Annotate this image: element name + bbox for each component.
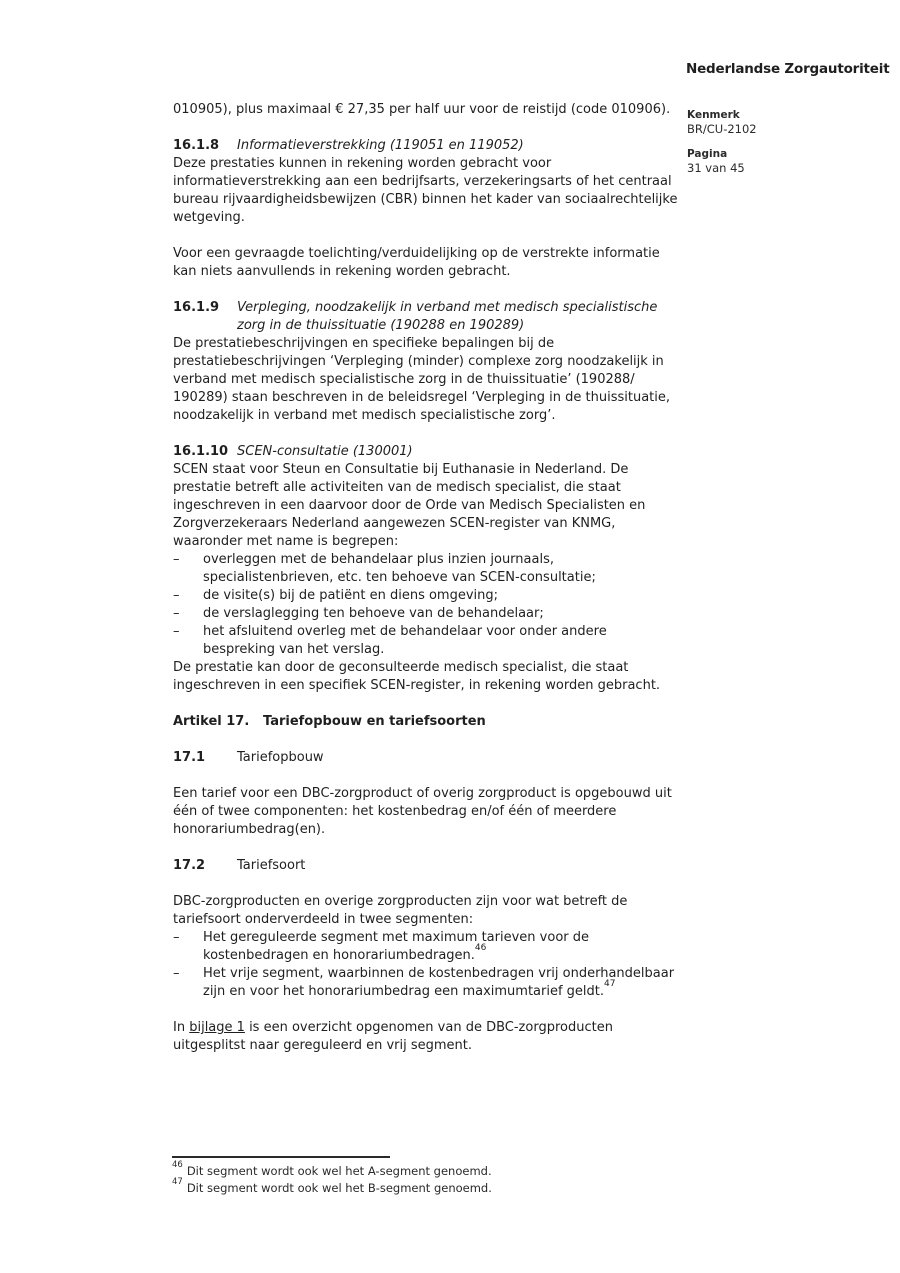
bullet-text: de verslaglegging ten behoeve van de behandelaar; xyxy=(203,606,544,621)
bullet-text xyxy=(203,929,678,965)
section-number: 16.1.8 xyxy=(173,138,220,153)
bullet-text xyxy=(203,965,678,1001)
paragraph: SCEN staat voor Steun en Consultatie bij Euthanasie in Nederland. De prestatie betreft alle activiteiten van de medisch specialist, die staat ingeschreven in een daarvoor door de Orde van Medisch Specialisten en Zorgverzekeraars Nederland aangewezen SCEN-register van KNMG, waaronder met name is begrepen: xyxy=(173,462,646,549)
bullet-text-body: Het vrije segment, waarbinnen de kostenbedragen vrij onderhandelbaar zijn en voor het honorariumbedrag een maximumtarief geldt. xyxy=(203,966,675,999)
bullet-text-body: Het gereguleerde segment met maximum tarieven voor de kostenbedragen en honorariumbedragen. xyxy=(203,930,589,963)
bijlage-1-link[interactable]: bijlage 1 xyxy=(189,1020,245,1035)
section-title: Tariefopbouw xyxy=(237,750,324,765)
section-16-1-10-heading xyxy=(173,443,678,461)
footnote-ref-47: 47 xyxy=(604,978,616,989)
section-number: 17.2 xyxy=(173,858,206,873)
section-title: Tariefsoort xyxy=(237,858,306,873)
content-column xyxy=(173,101,678,1073)
article-17-heading xyxy=(173,713,678,731)
section-16-1-9 xyxy=(173,299,678,425)
section-16-1-8 xyxy=(173,137,678,281)
footnote-rule xyxy=(172,1156,390,1158)
bullet-dash: – xyxy=(173,588,180,603)
footnote-item xyxy=(172,1177,677,1197)
list-item xyxy=(173,929,678,965)
paragraph: Een tarief voor een DBC-zorgproduct of overig zorgproduct is opgebouwd uit één of twee componenten: het kostenbedrag en/of één of meerdere honorariumbedrag(en). xyxy=(173,786,672,837)
intro-paragraph: 010905), plus maximaal € 27,35 per half uur voor de reistijd (code 010906). xyxy=(173,102,671,117)
paragraph: Deze prestaties kunnen in rekening worden gebracht voor informatieverstrekking aan een bedrijfsarts, verzekeringsarts of het centraal bureau rijvaardigheidsbewijzen (CBR) binnen het kader van sociaalrechtelijke wetgeving. xyxy=(173,156,678,225)
article-number: Artikel 17. xyxy=(173,714,250,729)
section-16-1-9-heading xyxy=(173,299,678,335)
section-number: 16.1.10 xyxy=(173,444,229,459)
bullet-text: overleggen met de behandelaar plus inzien journaals, specialistenbrieven, etc. ten behoeve van SCEN-consultatie; xyxy=(203,552,596,585)
section-number: 17.1 xyxy=(173,750,206,765)
closing-text-post: is een overzicht opgenomen van de DBC-zorgproducten uitgesplitst naar gereguleerd en vrij segment. xyxy=(173,1020,613,1053)
paragraph: De prestatie kan door de geconsulteerde medisch specialist, die staat ingeschreven in een specifiek SCEN-register, in rekening worden gebracht. xyxy=(173,660,661,693)
footnote-number: 46 xyxy=(172,1160,183,1171)
footnote-number: 47 xyxy=(172,1177,183,1188)
list-item xyxy=(173,587,678,605)
closing-text-pre: In xyxy=(173,1020,190,1035)
bullet-dash: – xyxy=(173,966,180,981)
list-item xyxy=(173,605,678,623)
footnotes-block xyxy=(172,1156,677,1197)
meta-kenmerk-label: Kenmerk xyxy=(687,109,740,121)
footnote-text: Dit segment wordt ook wel het A-segment genoemd. xyxy=(186,1164,492,1178)
article-title: Tariefopbouw en tariefsoorten xyxy=(263,714,486,729)
footnote-ref-46: 46 xyxy=(474,942,487,953)
brand-wordmark: Nederlandse Zorgautoriteit xyxy=(686,61,890,77)
bullet-list xyxy=(173,929,678,1001)
section-number: 16.1.9 xyxy=(173,300,220,315)
footnote-text: Dit segment wordt ook wel het B-segment genoemd. xyxy=(186,1181,492,1195)
section-title: SCEN-consultatie (130001) xyxy=(237,444,413,459)
paragraph: Voor een gevraagde toelichting/verduidelijking op de verstrekte informatie kan niets aanvullends in rekening worden gebracht. xyxy=(173,246,660,279)
bullet-text: het afsluitend overleg met de behandelaar voor onder andere bespreking van het verslag. xyxy=(203,624,607,657)
paragraph: De prestatiebeschrijvingen en specifieke bepalingen bij de prestatiebeschrijvingen ‘Verpleging (minder) complexe zorg noodzakelijk in verband met medisch specialistische zorg in de thuissituatie’ (190288/ 190289) staan beschreven in de beleidsregel ‘Verpleging in de thuissituatie, noodzakelijk in verband met medisch specialistische zorg’. xyxy=(173,336,671,423)
section-title: Informatieverstrekking (119051 en 119052) xyxy=(237,138,524,153)
meta-block xyxy=(687,108,847,176)
section-17-1 xyxy=(173,749,678,839)
bullet-dash: – xyxy=(173,930,180,945)
list-item xyxy=(173,551,678,587)
paragraph: DBC-zorgproducten en overige zorgproducten zijn voor wat betreft de tariefsoort onderverdeeld in twee segmenten: xyxy=(173,894,628,927)
meta-pagina-value: 31 van 45 xyxy=(687,161,745,175)
meta-kenmerk-value: BR/CU-2102 xyxy=(687,122,757,136)
section-title: Verpleging, noodzakelijk in verband met medisch specialistische zorg in de thuissituatie (190288 en 190289) xyxy=(237,300,658,333)
list-item xyxy=(173,965,678,1001)
bullet-list xyxy=(173,551,678,659)
closing-paragraph xyxy=(173,1019,678,1055)
footnote-item xyxy=(172,1160,677,1180)
section-16-1-8-heading xyxy=(173,137,678,155)
section-17-2-heading xyxy=(173,857,678,875)
section-17-1-heading xyxy=(173,749,678,767)
section-16-1-10 xyxy=(173,443,678,695)
list-item xyxy=(173,623,678,659)
bullet-text: de visite(s) bij de patiënt en diens omgeving; xyxy=(203,588,499,603)
bullet-dash: – xyxy=(173,606,180,621)
section-17-2 xyxy=(173,857,678,1055)
bullet-dash: – xyxy=(173,552,180,567)
bullet-dash: – xyxy=(173,624,180,639)
meta-pagina-label: Pagina xyxy=(687,148,728,160)
